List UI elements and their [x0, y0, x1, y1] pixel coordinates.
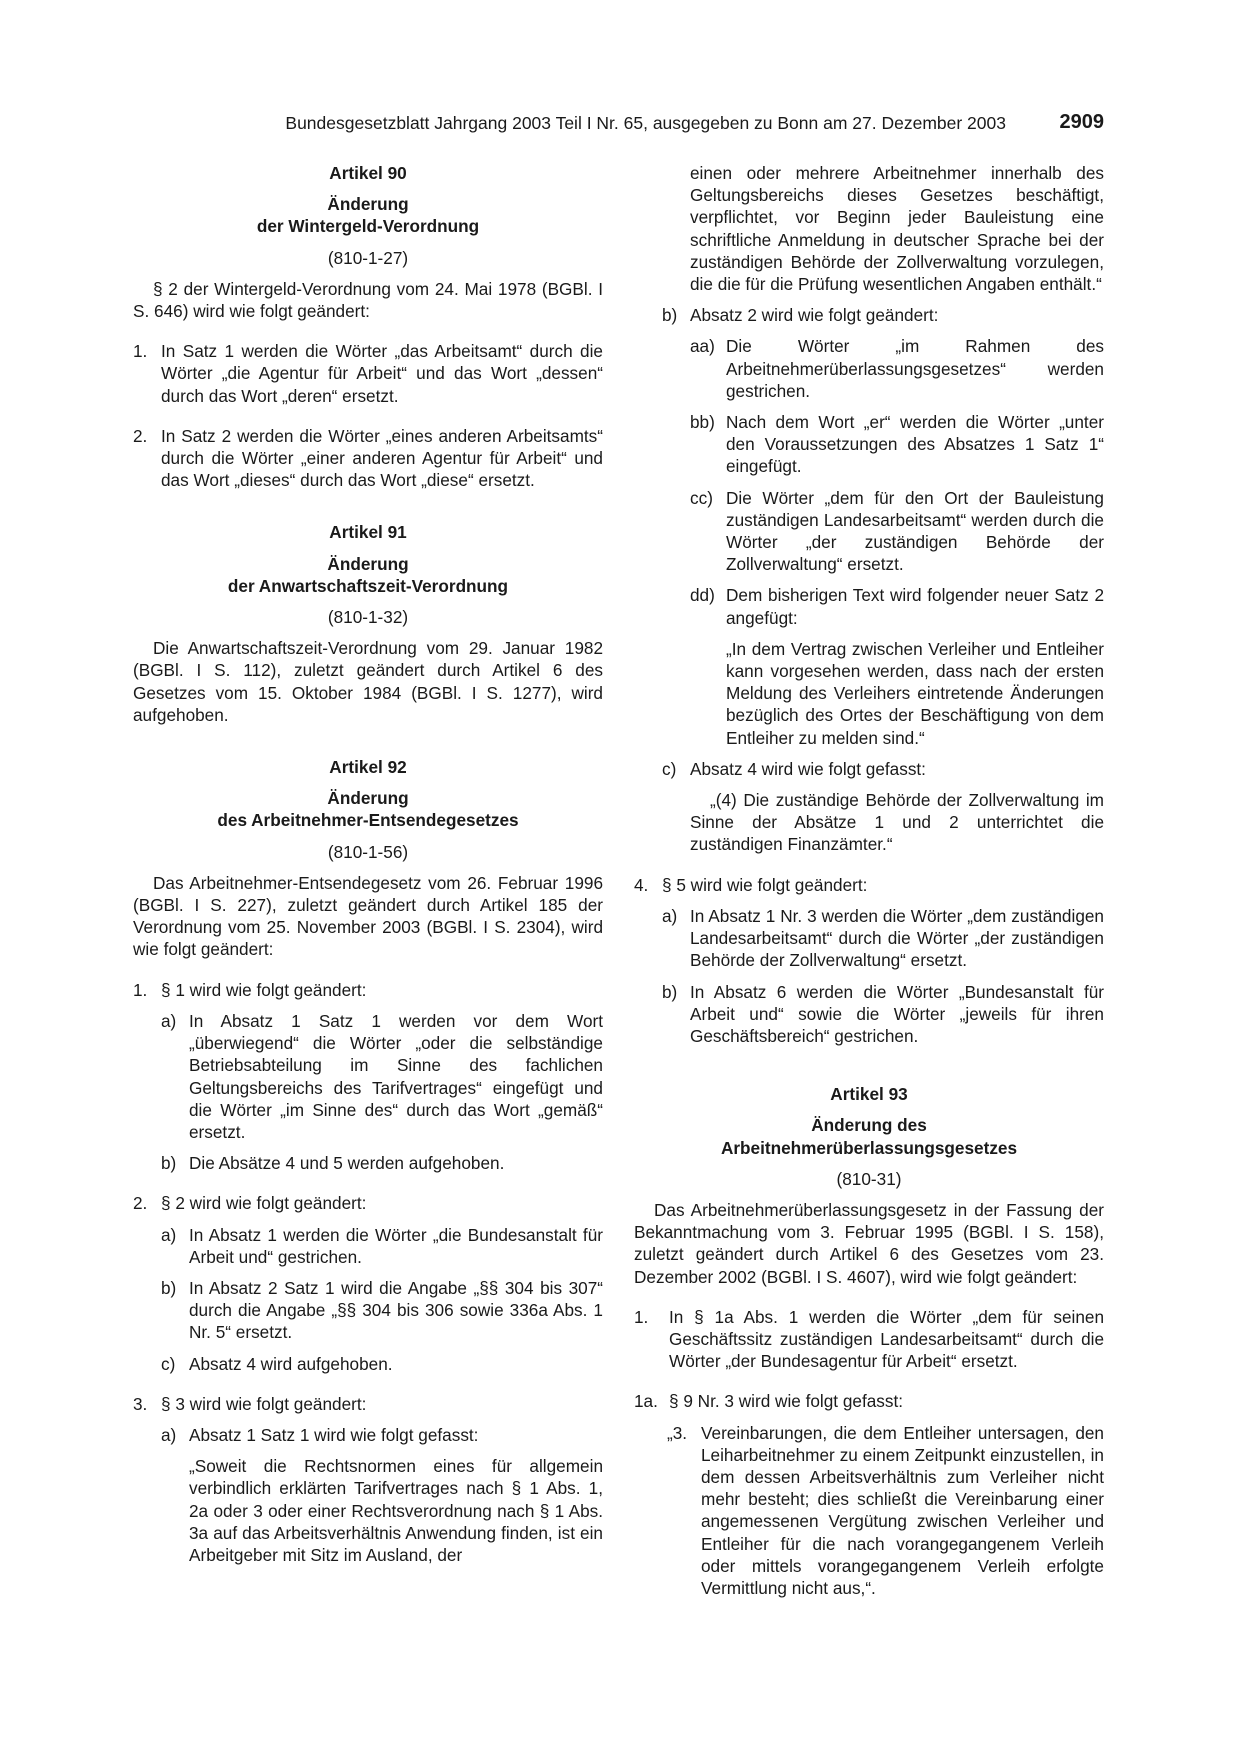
sub-item [662, 304, 1104, 326]
item-label: b) [662, 981, 678, 1002]
quoted-text: „In dem Vertrag zwischen Verleiher und Entleiher kann vorgesehen werden, dass nach der ersten Meldung des Verleihers eintretende Änderungen bezüglich des Ortes der Beschäftigung von dem Entleiher zu melden sind.“ [726, 638, 1104, 748]
quoted-text: „(4) Die zuständige Behörde der Zollverwaltung im Sinne der Absätze 1 und 2 unterrichtet die zuständigen Finanzämter.“ [690, 790, 1104, 855]
sub-item [161, 1277, 603, 1344]
article-title-line: des Arbeitnehmer-Entsendegesetzes [217, 810, 519, 831]
sub-sub-item [690, 487, 1104, 576]
article-heading: Artikel 91 [329, 522, 407, 543]
article-title-line: Änderung [327, 788, 409, 809]
sub-sub-item [690, 335, 1104, 402]
article-heading: Artikel 92 [329, 757, 407, 778]
item-text: In Absatz 6 werden die Wörter „Bundesanstalt für Arbeit und“ sowie die Wörter „jeweils für ihren Geschäftsbereich“ gestrichen. [690, 981, 1104, 1046]
item-label: a) [161, 1424, 177, 1445]
item-text: In § 1a Abs. 1 werden die Wörter „dem für seinen Geschäftssitz zuständigen Landesarbeitsamt“ durch die Wörter „der Bundesagentur für Arbeit“ ersetzt. [669, 1306, 1104, 1372]
list-item [133, 1192, 603, 1214]
sub-item [161, 1224, 603, 1268]
item-text: Die Wörter „dem für den Ort der Bauleistung zuständigen Landesarbeitsamt“ werden durch die Wörter „der zuständigen Behörde der Zollverwaltung“ ersetzt. [726, 487, 1104, 575]
item-label: dd) [690, 585, 715, 606]
item-text: In Absatz 1 werden die Wörter „die Bundesanstalt für Arbeit und“ gestrichen. [189, 1224, 603, 1267]
sub-item [161, 1010, 603, 1143]
item-label: 1. [133, 979, 148, 1000]
item-label: bb) [690, 412, 715, 433]
item-label: 1a. [634, 1391, 658, 1412]
list-item [133, 979, 603, 1001]
item-label: a) [161, 1224, 177, 1245]
article-92 [133, 756, 603, 1566]
item-text: Nach dem Wort „er“ werden die Wörter „unter den Voraussetzungen des Absatzes 1 Satz 1“ eingefügt. [726, 412, 1104, 477]
article-intro: Das Arbeitnehmerüberlassungsgesetz in der Fassung der Bekanntmachung vom 3. Februar 1995 (BGBl. I S. 158), zuletzt geändert durch Artikel 6 des Gesetzes vom 23. Dezember 2002 (BGBl. I S. 4607), wird wie folgt geändert: [634, 1199, 1104, 1287]
sub-item [662, 758, 1104, 780]
item-text: Absatz 2 wird wie folgt geändert: [690, 305, 939, 326]
article-title-line: Arbeitnehmerüberlassungsgesetzes [720, 1137, 1018, 1158]
item-text: Absatz 1 Satz 1 wird wie folgt gefasst: [189, 1424, 479, 1445]
article-90 [133, 162, 603, 491]
article-91 [133, 521, 603, 726]
article-intro: § 2 der Wintergeld-Verordnung vom 24. Mai 1978 (BGBl. I S. 646) wird wie folgt geändert: [133, 278, 603, 322]
sub-item [662, 981, 1104, 1048]
item-label: cc) [690, 487, 713, 508]
quoted-text: „Soweit die Rechtsnormen eines für allgemein verbindlich erklärten Tarifvertrages nach § 1 Abs. 1, 2a oder 3 oder einer Rechtsverordnung nach § 1 Abs. 3a auf das Arbeitsverhältnis Anwendung finden, ist ein Arbeitgeber mit Sitz im Ausland, der [189, 1456, 603, 1565]
sub-sub-item [690, 584, 1104, 628]
item-text: In Satz 1 werden die Wörter „das Arbeitsamt“ durch die Wörter „die Agentur für Arbeit“ und das Wort „dessen“ durch das Wort „deren“ ersetzt. [161, 341, 603, 406]
list-item [133, 1393, 603, 1415]
classification-code: (810-31) [836, 1168, 902, 1189]
article-intro: Die Anwartschaftszeit-Verordnung vom 29. Januar 1982 (BGBl. I S. 112), zuletzt geändert durch Artikel 6 des Gesetzes vom 15. Oktober 1984 (BGBl. I S. 1277), wird aufgehoben. [133, 638, 603, 725]
item-label: 2. [133, 425, 148, 446]
sub-item [161, 1424, 603, 1446]
item-label: 2. [133, 1193, 148, 1214]
item-text: Dem bisherigen Text wird folgender neuer Satz 2 angefügt: [726, 585, 1104, 628]
sub-item [662, 905, 1104, 972]
item-label: 4. [634, 874, 649, 895]
article-title-line: Änderung [327, 553, 409, 574]
item-label: b) [662, 305, 678, 326]
article-heading: Artikel 93 [830, 1084, 908, 1105]
item-text: In Absatz 2 Satz 1 wird die Angabe „§§ 304 bis 307“ durch die Angabe „§§ 304 bis 306 sowie 336a Abs. 1 Nr. 5“ ersetzt. [189, 1277, 603, 1343]
item-text: § 3 wird wie folgt geändert: [161, 1393, 367, 1414]
item-text: In Satz 2 werden die Wörter „eines anderen Arbeitsamts“ durch die Wörter „einer anderen Agentur für Arbeit“ und das Wort „dieses“ durch das Wort „diese“ ersetzt. [161, 425, 603, 491]
article-93 [634, 1083, 1104, 1599]
left-column [133, 162, 603, 1566]
list-item [133, 340, 603, 407]
sub-sub-item [690, 411, 1104, 478]
list-item [133, 425, 603, 492]
item-label: c) [161, 1353, 176, 1374]
item-label: aa) [690, 336, 715, 357]
item-text: § 2 wird wie folgt geändert: [161, 1193, 367, 1214]
list-item [634, 1390, 1104, 1412]
page-header [0, 111, 1244, 141]
item-text: In Absatz 1 Satz 1 werden vor dem Wort „überwiegend“ die Wörter „oder die selbständige Betriebsabteilung im Sinne des fachlichen Geltungsbereichs des Tarifvertrages“ eingefügt und die Wörter „im Sinne des“ durch das Wort „gemäß“ ersetzt. [189, 1010, 603, 1142]
item-label: c) [662, 758, 677, 779]
item-label: 3. [133, 1393, 148, 1414]
classification-code: (810-1-32) [327, 607, 409, 628]
article-title-line: Änderung [327, 194, 409, 215]
quoted-item [667, 1422, 1104, 1600]
article-heading: Artikel 90 [329, 163, 407, 183]
item-text: Die Wörter „im Rahmen des Arbeitnehmerüberlassungsgesetzes“ werden gestrichen. [726, 336, 1104, 401]
right-column [634, 162, 1104, 1599]
item-text: Absatz 4 wird wie folgt gefasst: [690, 758, 926, 779]
item-label: a) [662, 905, 678, 926]
item-text: § 9 Nr. 3 wird wie folgt gefasst: [669, 1391, 904, 1412]
article-title-line: der Anwartschaftszeit-Verordnung [227, 575, 509, 596]
item-label: b) [161, 1153, 177, 1174]
article-title-line: Änderung des [811, 1115, 927, 1136]
item-text: Die Absätze 4 und 5 werden aufgehoben. [189, 1153, 505, 1174]
item-text: Absatz 4 wird aufgehoben. [189, 1353, 393, 1374]
item-label: „3. [667, 1422, 688, 1443]
classification-code: (810-1-27) [327, 247, 409, 268]
page-number: 2909 [1059, 111, 1104, 133]
classification-code: (810-1-56) [327, 841, 409, 862]
item-text: In Absatz 1 Nr. 3 werden die Wörter „dem zuständigen Landesarbeitsamt“ durch die Wörter „der zuständigen Behörde der Zollverwaltung“ ersetzt. [690, 905, 1104, 971]
item-text: Vereinbarungen, die dem Entleiher untersagen, den Leiharbeitnehmer zu einem Zeitpunkt einzustellen, in dem dessen Arbeitsverhältnis zum Verleiher nicht mehr besteht; dies schließt die Vereinbarung einer angemessenen Vergütung zwischen Verleiher und Entleiher für die nach vorangegangenem Verleih oder mittels vorangegangenem Verleih erfolgte Vermittlung nicht aus,“. [701, 1422, 1104, 1598]
item-text: § 5 wird wie folgt geändert: [662, 874, 868, 895]
item-label: 1. [634, 1306, 649, 1327]
item-label: 1. [133, 341, 148, 362]
article-intro: Das Arbeitnehmer-Entsendegesetz vom 26. Februar 1996 (BGBl. I S. 227), zuletzt geändert durch Artikel 185 der Verordnung vom 25. November 2003 (BGBl. I S. 2304), wird wie folgt geändert: [133, 872, 603, 960]
quoted-text: einen oder mehrere Arbeitnehmer innerhalb des Geltungsbereichs dieses Gesetzes beschäftigt, verpflichtet, vor Beginn jeder Bauleistung eine schriftliche Anmeldung in deutscher Sprache bei der zuständigen Behörde der Zollverwaltung vorzulegen, die die für die Prüfung wesentlichen Angaben enthält.“ [690, 163, 1104, 295]
list-item [634, 874, 1104, 896]
article-title-line: der Wintergeld-Verordnung [256, 216, 480, 237]
sub-item [161, 1353, 603, 1375]
sub-item [161, 1152, 603, 1174]
running-title: Bundesgesetzblatt Jahrgang 2003 Teil I Nr. 65, ausgegeben zu Bonn am 27. Dezember 2003 [285, 113, 1006, 133]
item-text: § 1 wird wie folgt geändert: [161, 979, 367, 1000]
item-label: b) [161, 1277, 177, 1298]
item-label: a) [161, 1010, 177, 1031]
list-item [634, 1306, 1104, 1373]
